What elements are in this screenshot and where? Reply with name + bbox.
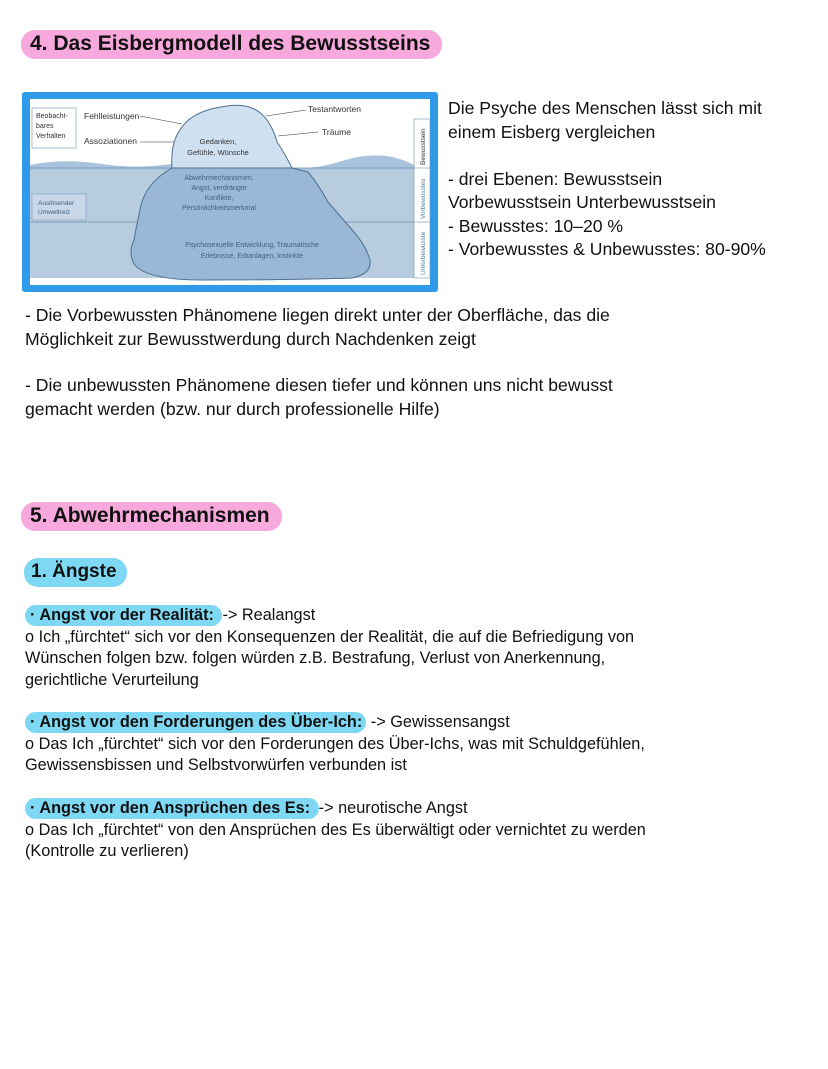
item-title-row bbox=[25, 712, 645, 734]
item-line: Gewissensbissen und Selbstvorwürfen verbunden ist bbox=[25, 756, 407, 774]
anxiety-item-id bbox=[25, 798, 646, 863]
item-title: · Angst vor den Ansprüchen des Es: bbox=[25, 798, 319, 819]
observable-line-1: Beobacht- bbox=[36, 113, 68, 120]
level-label-conscious: Bewusstsein bbox=[420, 128, 427, 165]
anxiety-item-superego bbox=[25, 712, 645, 777]
item-line: Wünschen folgen bzw. folgen würden z.B. Bestrafung, Verlust von Anerkennung, bbox=[25, 649, 606, 667]
iceberg-svg bbox=[22, 92, 438, 292]
item-line: o Ich „fürchtet“ sich vor den Konsequenzen der Realität, die auf die Befriedigung von bbox=[25, 627, 635, 646]
side-line-6: - Bewusstes: 10–20 % bbox=[448, 215, 624, 236]
item-title: · Angst vor den Forderungen des Über-Ich: bbox=[25, 712, 366, 733]
section-4-heading: 4. Das Eisbergmodell des Bewusstseins bbox=[21, 30, 442, 59]
item-arrow: -> Realangst bbox=[222, 606, 316, 624]
side-line-4: - drei Ebenen: Bewusstsein bbox=[448, 168, 663, 189]
para1-line-1: - Die Vorbewussten Phänomene liegen direkt unter der Oberfläche, das die bbox=[25, 305, 610, 325]
unconscious-paragraph bbox=[25, 374, 613, 421]
psychosexuell-line-2: Erlebnisse, Erbanlagen, Instinkte bbox=[200, 253, 304, 260]
item-line: (Kontrolle zu verlieren) bbox=[25, 842, 189, 860]
fehlleistungen-label: Fehlleistungen bbox=[84, 111, 140, 121]
abwehr-line-2: Angst, verdrängte bbox=[191, 185, 247, 192]
iceberg-diagram bbox=[22, 92, 438, 292]
item-line: o Das Ich „fürchtet“ sich vor den Forderungen des Über-Ichs, was mit Schuldgefühlen, bbox=[25, 734, 645, 753]
stimulus-line-2: Umweltreiz bbox=[38, 209, 71, 216]
iceberg-description bbox=[448, 97, 766, 262]
abwehr-line-4: Persönlichkeitsmerkmal bbox=[182, 205, 256, 212]
item-title-row bbox=[25, 798, 646, 820]
traeume-label: Träume bbox=[322, 127, 351, 137]
side-line-1: Die Psyche des Menschen lässt sich mit bbox=[448, 98, 762, 118]
assoziationen-label: Assoziationen bbox=[84, 136, 137, 146]
testantworten-label: Testantworten bbox=[308, 104, 361, 114]
side-line-7: - Vorbewusstes & Unbewusstes: 80-90% bbox=[448, 239, 766, 259]
observable-line-3: Verhalten bbox=[36, 133, 66, 140]
psychosexuell-line-1: Psychosexuelle Entwicklung, Traumatische bbox=[185, 242, 319, 249]
abwehr-line-3: Konflikte, bbox=[204, 195, 234, 202]
preconscious-paragraph bbox=[25, 304, 610, 351]
stimulus-line-1: Auslösender bbox=[38, 200, 75, 207]
item-title: · Angst vor der Realität: bbox=[25, 605, 222, 626]
para2-line-2: gemacht werden (bzw. nur durch professionelle Hilfe) bbox=[25, 398, 440, 419]
side-line-2: einem Eisberg vergleichen bbox=[448, 121, 656, 142]
section-5-heading: 5. Abwehrmechanismen bbox=[21, 502, 282, 531]
item-title-row bbox=[25, 605, 634, 627]
side-line-5: Vorbewusstsein Unterbewusstsein bbox=[448, 192, 716, 212]
anxiety-item-reality bbox=[25, 605, 634, 691]
item-line: gerichtliche Verurteilung bbox=[25, 670, 199, 689]
para2-line-1: - Die unbewussten Phänomene diesen tiefer und können uns nicht bewusst bbox=[25, 375, 613, 395]
gedanken-line-1: Gedanken, bbox=[199, 137, 237, 146]
level-label-unconscious: Unterbewusste bbox=[420, 231, 427, 275]
subheading-aengste: 1. Ängste bbox=[24, 558, 127, 587]
gedanken-line-2: Gefühle, Wünsche bbox=[187, 148, 249, 157]
side-line-spacer bbox=[448, 144, 766, 168]
para1-line-2: Möglichkeit zur Bewusstwerdung durch Nachdenken zeigt bbox=[25, 328, 476, 349]
item-arrow: -> neurotische Angst bbox=[318, 799, 468, 817]
level-label-preconscious: Vorbewusstes bbox=[420, 178, 427, 219]
observable-line-2: bares bbox=[36, 123, 54, 130]
item-arrow: -> Gewissensangst bbox=[366, 713, 510, 731]
item-line: o Das Ich „fürchtet“ von den Ansprüchen des Es überwältigt oder vernichtet zu werden bbox=[25, 820, 646, 839]
stimulus-box bbox=[32, 194, 86, 220]
abwehr-line-1: Abwehrmechanismen, bbox=[184, 175, 254, 182]
